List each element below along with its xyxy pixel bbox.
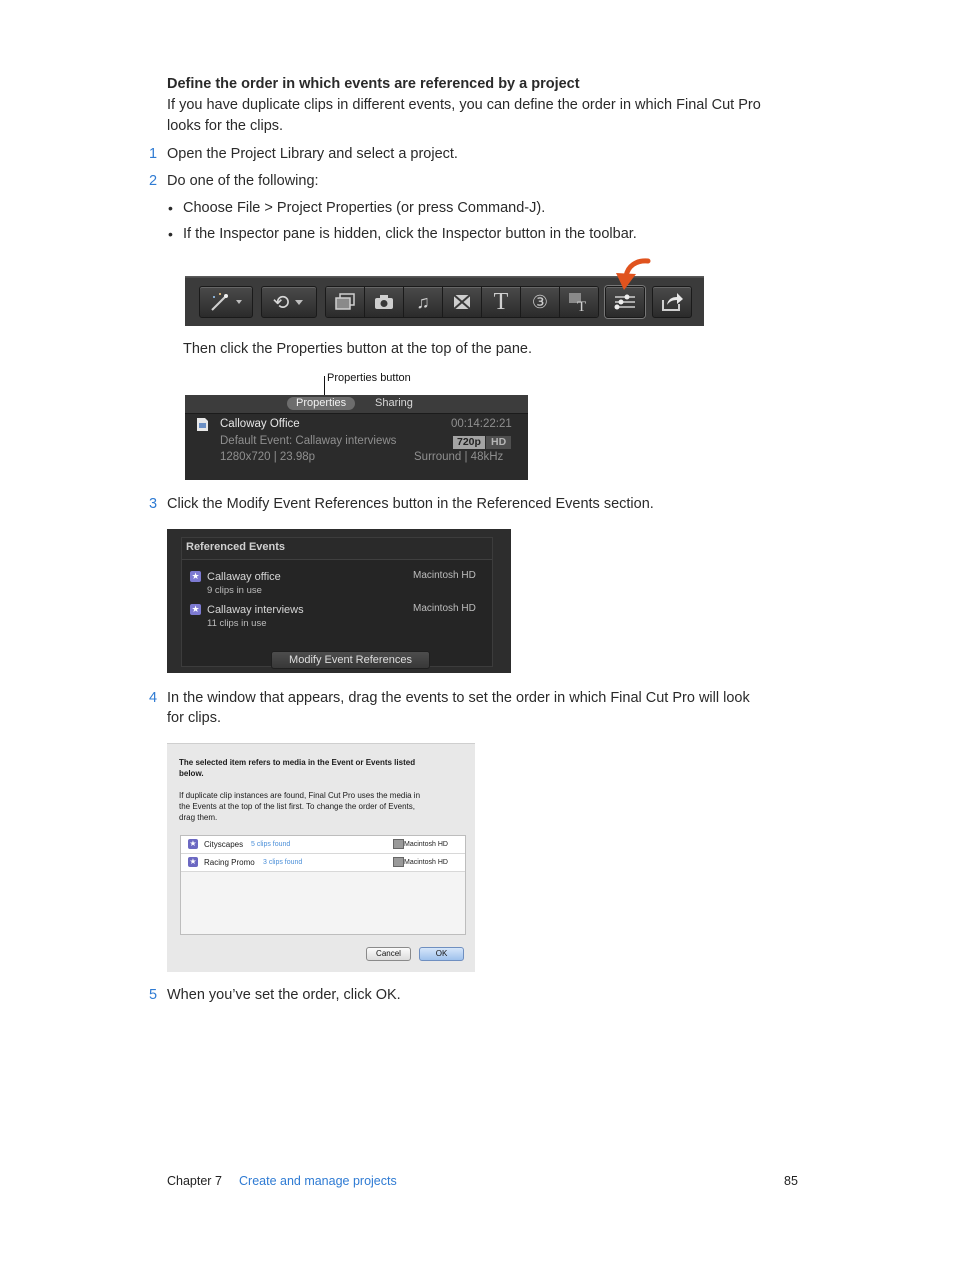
project-duration: 00:14:22:21 [451, 418, 512, 430]
intro-line-1: If you have duplicate clips in different events, you can define the order in which Final Cut Pro [167, 97, 761, 113]
event-drive-1: Macintosh HD [413, 570, 476, 581]
svg-text:T: T [577, 299, 587, 312]
step-number-2: 2 [149, 173, 158, 189]
cancel-button[interactable]: Cancel [366, 947, 411, 961]
themes-icon[interactable] [560, 287, 598, 317]
step-number-3: 3 [149, 496, 158, 512]
dialog-event-drive-2: Macintosh HD [404, 859, 448, 866]
properties-tabbar [185, 395, 528, 414]
event-star-icon: ★ [191, 604, 200, 614]
footer-chapter-label: Chapter 7 [167, 1174, 222, 1188]
music-icon[interactable] [404, 287, 443, 317]
browser-buttons-group [325, 286, 599, 318]
project-event-line: Default Event: Callaway interviews [220, 435, 397, 447]
event-name-2: Callaway interviews [207, 604, 304, 616]
properties-panel [185, 395, 528, 480]
dialog-event-drive-1: Macintosh HD [404, 841, 448, 848]
referenced-events-title: Referenced Events [186, 541, 286, 553]
dialog-title-line-2: below. [179, 769, 204, 778]
clip-browser-icon[interactable] [326, 287, 365, 317]
step-number-1: 1 [149, 146, 158, 162]
dialog-event-name-2: Racing Promo [204, 858, 255, 867]
referenced-events-panel [167, 529, 511, 673]
generators-icon[interactable] [521, 287, 560, 317]
dialog-title-line-1: The selected item refers to media in the Event or Events listed [179, 758, 416, 767]
generators-glyph: ③ [531, 291, 549, 312]
camera-icon[interactable] [365, 287, 404, 317]
dialog-event-count-2: 3 clips found [263, 859, 303, 866]
step-text-5: When you’ve set the order, click OK. [167, 987, 401, 1003]
event-order-dialog [167, 743, 475, 972]
resolution-badge: 720p [453, 436, 485, 449]
hd-badge: HD [486, 436, 511, 449]
step-text-4-line-2: for clips. [167, 710, 221, 726]
referenced-events-box [181, 537, 493, 667]
project-file-icon [197, 418, 208, 431]
tab-sharing[interactable]: Sharing [375, 397, 413, 409]
titles-icon[interactable] [482, 287, 521, 317]
dialog-body-line-1: If duplicate clip instances are found, Final Cut Pro uses the media in [179, 791, 421, 800]
modify-event-references-button[interactable]: Modify Event References [271, 651, 430, 669]
step-text-4-line-1: In the window that appears, drag the events to set the order in which Final Cut Pro will look [167, 690, 750, 706]
page-number: 85 [784, 1174, 798, 1188]
drive-icon [393, 857, 404, 867]
transitions-icon[interactable] [443, 287, 482, 317]
bullet-dot: • [168, 226, 173, 242]
project-name: Calloway Office [220, 418, 300, 430]
step-text-2: Do one of the following: [167, 173, 319, 189]
then-text: Then click the Properties button at the top of the pane. [183, 341, 533, 357]
dialog-body-line-3: drag them. [179, 813, 218, 822]
ok-button[interactable]: OK [419, 947, 464, 961]
event-star-icon: ★ [189, 839, 197, 848]
step-number-5: 5 [149, 987, 158, 1003]
event-clips-1: 9 clips in use [207, 585, 262, 596]
list-item[interactable] [181, 854, 465, 872]
step-text-1: Open the Project Library and select a project. [167, 146, 458, 162]
dialog-event-count-1: 5 clips found [251, 841, 291, 848]
referenced-events-header [182, 538, 492, 560]
project-format-line: 1280x720 | 23.98p [220, 451, 316, 463]
event-clips-2: 11 clips in use [207, 618, 267, 629]
dialog-body-line-2: the Events at the top of the list first. To change the order of Events, [179, 802, 415, 811]
bullet-text-2: If the Inspector pane is hidden, click the Inspector button in the toolbar. [183, 226, 637, 242]
footer-chapter-title[interactable]: Create and manage projects [239, 1174, 397, 1188]
event-name-1: Callaway office [207, 571, 281, 583]
event-star-icon: ★ [189, 857, 197, 866]
properties-callout-label: Properties button [327, 372, 411, 384]
music-glyph: ♫ [416, 291, 430, 312]
event-star-icon: ★ [191, 571, 200, 581]
intro-line-2: looks for the clips. [167, 118, 284, 134]
section-heading: Define the order in which events are referenced by a project [167, 76, 580, 92]
event-order-list [180, 835, 466, 935]
retime-icon[interactable] [261, 286, 317, 318]
callout-arrow-icon [612, 258, 652, 292]
project-audio-line: Surround | 48kHz [414, 451, 504, 463]
event-drive-2: Macintosh HD [413, 603, 476, 614]
step-number-4: 4 [149, 690, 158, 706]
magic-wand-icon[interactable] [199, 286, 253, 318]
step-text-3: Click the Modify Event References button in the Referenced Events section. [167, 496, 654, 512]
bullet-dot: • [168, 200, 173, 216]
list-item[interactable] [181, 836, 465, 854]
share-icon[interactable] [652, 286, 692, 318]
bullet-text-1: Choose File > Project Properties (or press Command-J). [183, 200, 546, 216]
titles-glyph: T [493, 288, 509, 315]
dialog-event-name-1: Cityscapes [204, 840, 244, 849]
retime-glyph: ⟲ [272, 291, 290, 314]
tab-properties[interactable]: Properties [287, 397, 355, 410]
drive-icon [393, 839, 404, 849]
